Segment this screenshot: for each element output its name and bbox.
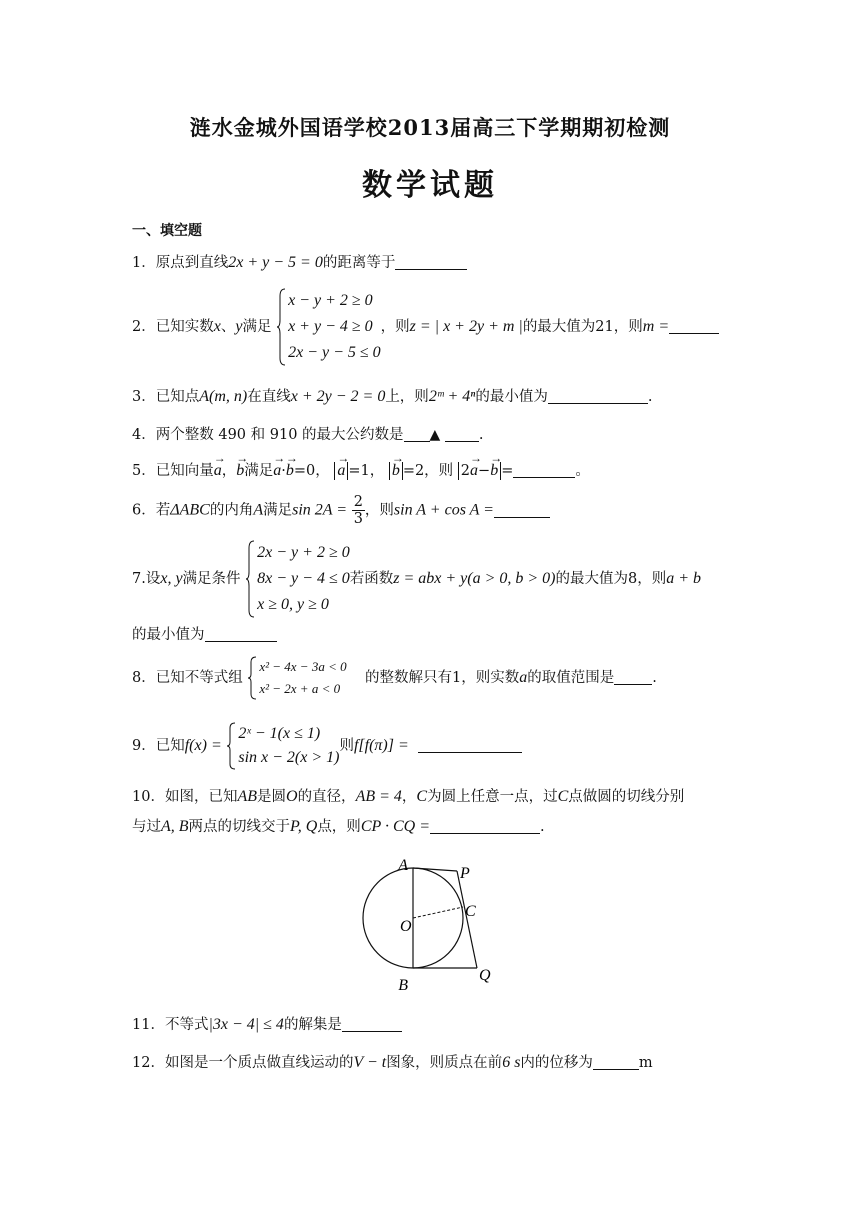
label-q: Q	[479, 967, 491, 984]
question-1: 1．原点到直线2x + y − 5 = 0的距离等于	[132, 252, 467, 274]
question-7-continued: 的最小值为	[132, 624, 277, 646]
subject-title: 数学试题	[362, 168, 498, 203]
inequality-system: x² − 4x − 3a < 0 x² − 2x + a < 0	[247, 656, 346, 700]
answer-blank	[445, 426, 479, 442]
answer-blank	[342, 1016, 402, 1032]
inequality-system: x − y + 2 ≥ 0 x + y − 4 ≥ 0 2x − y − 5 ≤ 0	[276, 288, 381, 366]
question-5: 5．已知向量→ a，→ b满足→ a·→ b=0， → a =1， → b =2，则 2→ a−→ b = 。	[132, 460, 590, 482]
question-6: 6．若ΔABC的内角A满足sin 2A = $\frac{2}{3}$ ，则sin A + cos A =	[132, 494, 550, 527]
label-o: O	[400, 918, 412, 935]
answer-blank	[395, 254, 467, 270]
answer-blank	[418, 737, 522, 753]
inequality-system: 2x − y + 2 ≥ 0 8x − y − 4 ≤ 0 x ≥ 0, y ≥ 0	[245, 540, 350, 618]
label-b: B	[398, 977, 408, 994]
brace-icon	[247, 656, 257, 700]
label-p: P	[460, 865, 470, 882]
piecewise-function: 2ˣ − 1(x ≤ 1) sin x − 2(x > 1)	[226, 722, 339, 770]
question-11: 11．不等式|3x − 4| ≤ 4的解集是	[132, 1014, 402, 1036]
answer-blank	[669, 318, 719, 334]
question-9: 9．已知f(x) = 2ˣ − 1(x ≤ 1) sin x − 2(x > 1) 则f[f(π)] =	[132, 722, 522, 770]
brace-icon	[245, 540, 255, 618]
question-7: 7.设x, y满足条件 2x − y + 2 ≥ 0 8x − y − 4 ≤ 0 x ≥ 0, y ≥ 0 若函数z = abx + y(a > 0, b > 0)的最大值为8，则a + b	[132, 540, 701, 618]
section-heading: 一、填空题	[132, 223, 202, 239]
circle-tangent-figure	[360, 858, 510, 998]
question-12: 12．如图是一个质点做直线运动的V − t图象，则质点在前6 s内的位移为 m	[132, 1054, 653, 1071]
answer-blank	[593, 1054, 639, 1070]
question-2: 2．已知实数x、y满足 x − y + 2 ≥ 0 x + y − 4 ≥ 0 2x − y − 5 ≤ 0 ，则z = | x + 2y + m |的最大值为21，则m =	[132, 288, 719, 366]
question-10: 10．如图，已知AB是圆O的直径，AB = 4，C为圆上任意一点，过C点做圆的切线分别	[132, 788, 685, 805]
answer-blank	[614, 669, 652, 685]
answer-blank	[513, 462, 575, 478]
school-title: 涟水金城外国语学校2013届高三下学期期初检测	[189, 115, 671, 140]
brace-icon	[276, 288, 286, 366]
answer-blank	[548, 388, 648, 404]
answer-blank	[404, 426, 430, 442]
triangle-marker-icon: ▲	[429, 427, 441, 443]
question-4: 4．两个整数 490 和 910 的最大公约数是 ▲ .	[132, 427, 484, 443]
label-c: C	[465, 903, 476, 920]
label-a: A	[398, 858, 408, 874]
question-8: 8．已知不等式组 x² − 4x − 3a < 0 x² − 2x + a < 0 的整数解只有1，则实数a的取值范围是 .	[132, 656, 657, 700]
question-3: 3．已知点A(m, n)在直线x + 2y − 2 = 0上，则2ᵐ + 4ⁿ的最小值为 .	[132, 388, 653, 405]
answer-blank	[430, 818, 540, 834]
answer-blank	[205, 626, 277, 642]
brace-icon	[226, 722, 236, 770]
fraction: $\frac{2}{3}$	[353, 494, 363, 527]
question-10-continued: 与过A, B两点的切线交于P, Q点，则CP · CQ = .	[132, 818, 545, 835]
answer-blank	[494, 502, 550, 518]
